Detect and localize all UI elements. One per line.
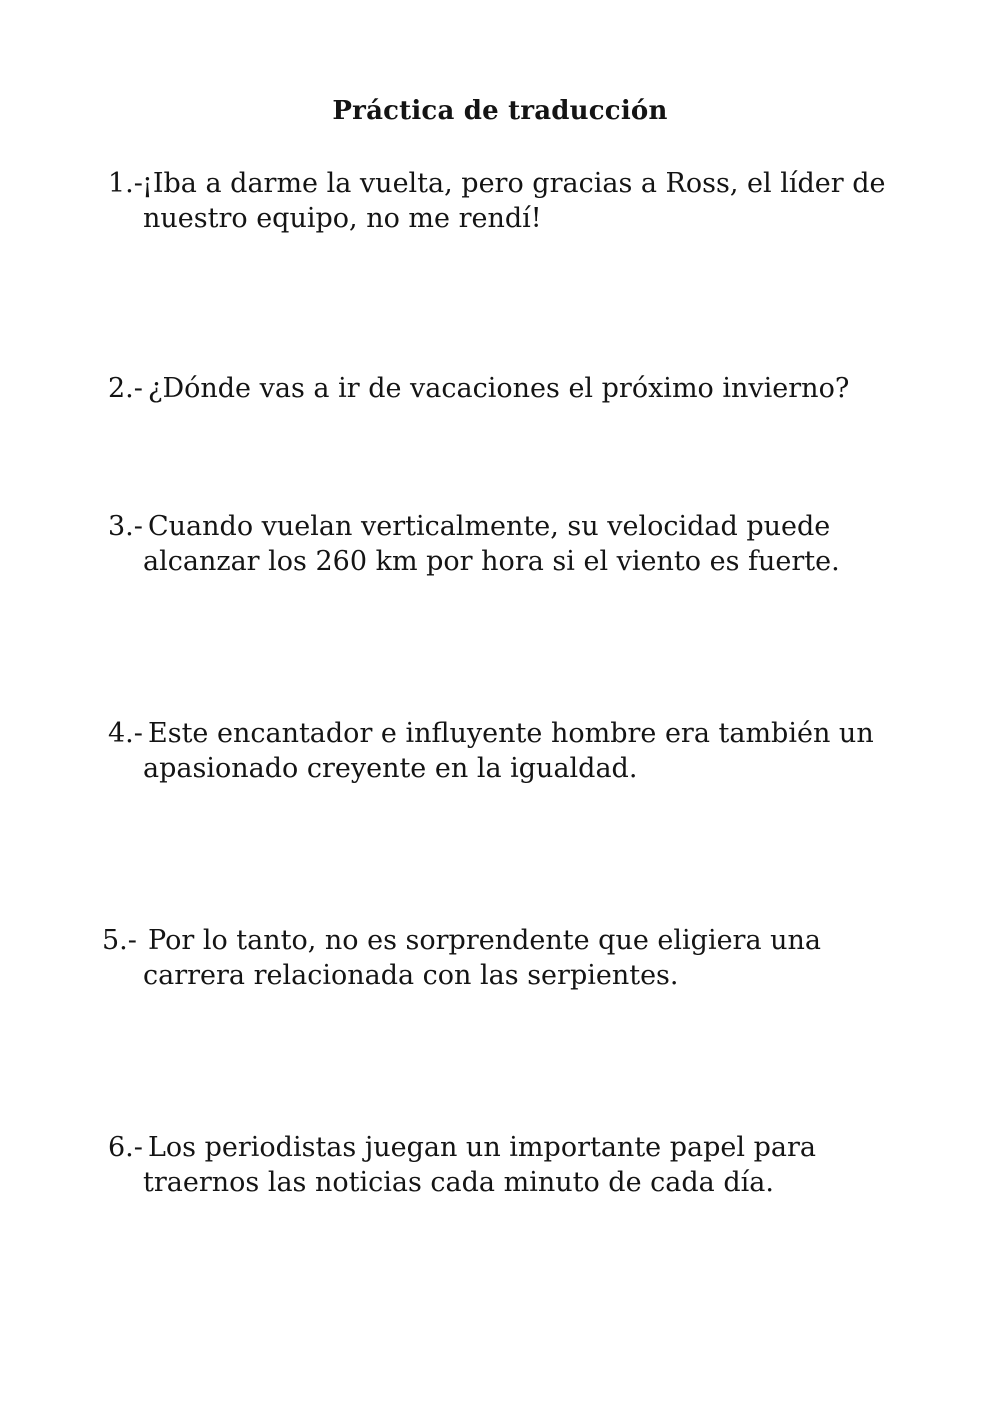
list-item — [108, 371, 849, 406]
item-number: 2.- — [108, 373, 143, 404]
item-text-line-1: Cuando vuelan verticalmente, su velocidad puede — [148, 511, 831, 542]
item-text-line-2: apasionado creyente en la igualdad. — [143, 753, 638, 784]
item-text-line-2: carrera relacionada con las serpientes. — [143, 960, 679, 991]
list-item — [108, 716, 874, 786]
item-number: 5.- — [102, 925, 137, 956]
item-text-line-1: Este encantador e influyente hombre era también un — [148, 718, 874, 749]
list-item — [102, 923, 821, 993]
item-number: 4.- — [108, 718, 143, 749]
item-text-line-2: traernos las noticias cada minuto de cada día. — [143, 1167, 774, 1198]
item-text-line-1: ¡Iba a darme la vuelta, pero gracias a Ross, el líder de — [142, 168, 886, 199]
item-number: 3.- — [108, 511, 143, 542]
page-title: Práctica de traducción — [332, 96, 668, 126]
item-text-line-1: Los periodistas juegan un importante papel para — [148, 1132, 816, 1163]
item-number: 1.- — [108, 168, 143, 199]
list-item — [108, 509, 840, 579]
item-text-line-2: alcanzar los 260 km por hora si el viento es fuerte. — [143, 546, 840, 577]
item-text-line-1: Por lo tanto, no es sorprendente que eligiera una — [148, 925, 822, 956]
list-item — [108, 1130, 816, 1200]
item-text-line-2: nuestro equipo, no me rendí! — [143, 203, 542, 234]
item-number: 6.- — [108, 1132, 143, 1163]
list-item — [108, 166, 886, 236]
item-text-line-1: ¿Dónde vas a ir de vacaciones el próximo invierno? — [148, 373, 850, 404]
